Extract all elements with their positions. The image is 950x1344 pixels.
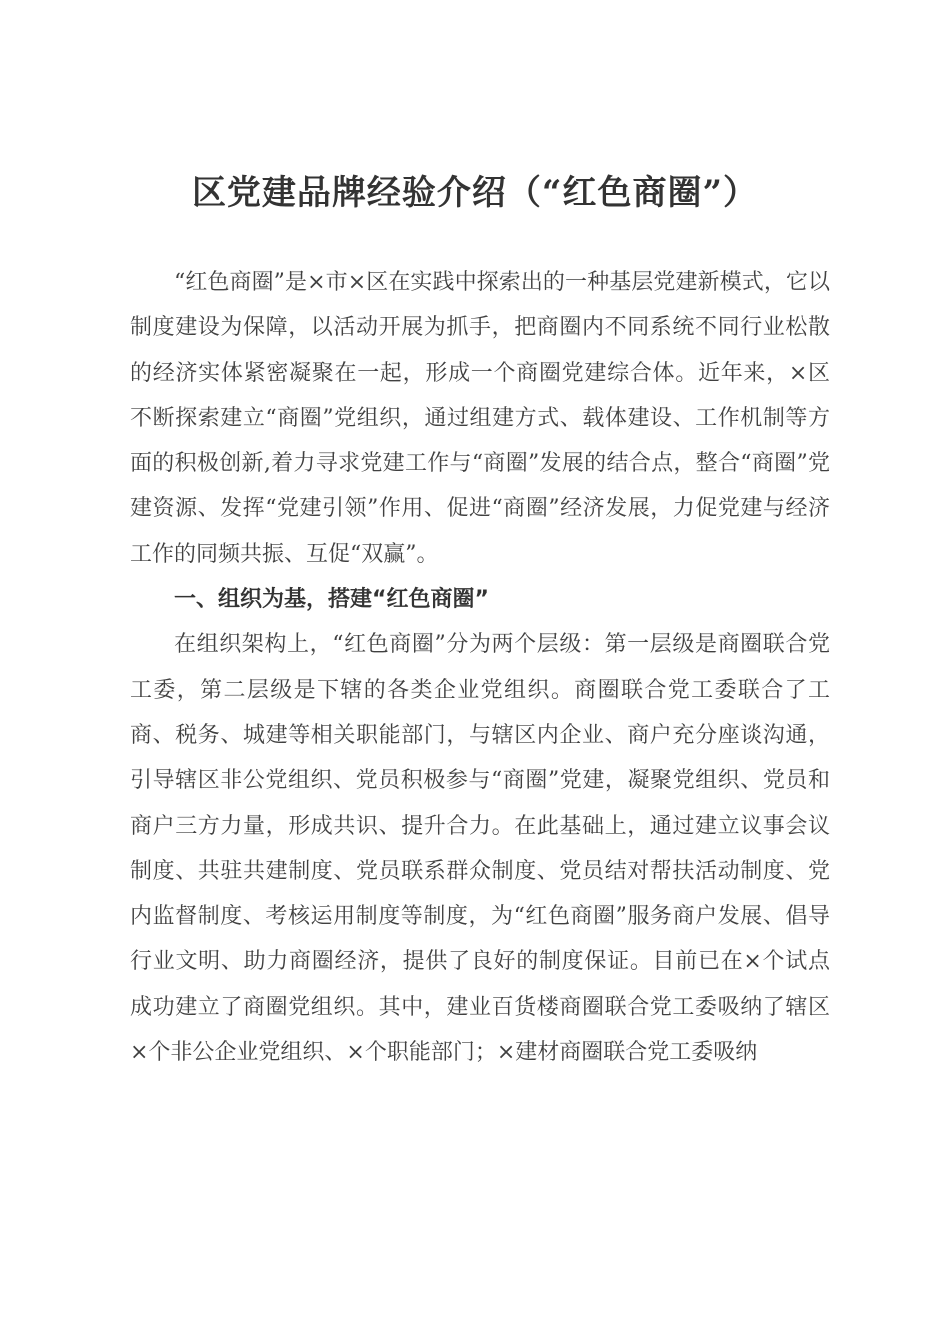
section-paragraph: 在组织架构上，“红色商圈”分为两个层级：第一层级是商圈联合党工委，第二层级是下辖的各类企业党组织。商圈联合党工委联合了工商、税务、城建等相关职能部门，与辖区内企业、商户充分座谈沟通，引导辖区非公党组织、党员积极参与“商圈”党建，凝聚党组织、党员和商户三方力量，形成共识、提升合力。在此基础上，通过建立议事会议制度、共驻共建制度、党员联系群众制度、党员结对帮扶活动制度、党内监督制度、考核运用制度等制度，为“红色商圈”服务商户发展、倡导行业文明、助力商圈经济，提供了良好的制度保证。目前已在×个试点成功建立了商圈党组织。其中，建业百货楼商圈联合党工委吸纳了辖区×个非公企业党组织、×个职能部门；×建材商圈联合党工委吸纳 (130, 632, 830, 1066)
document-title: 区党建品牌经验介绍（“红色商圈”） (191, 173, 759, 213)
intro-paragraph: “红色商圈”是×市×区在实践中探索出的一种基层党建新模式，它以制度建设为保障，以活动开展为抓手，把商圈内不同系统不同行业松散的经济实体紧密凝聚在一起，形成一个商圈党建综合体。近年来，×区不断探索建立“商圈”党组织，通过组建方式、载体建设、工作机制等方面的积极创新,着力寻求党建工作与“商圈”发展的结合点，整合“商圈”党建资源、发挥“党建引领”作用、促进“商圈”经济发展，力促党建与经济工作的同频共振、互促“双赢”。 (130, 270, 830, 567)
document-body (130, 260, 830, 1075)
section-heading: 一、组织为基，搭建“红色商圈” (174, 587, 489, 613)
